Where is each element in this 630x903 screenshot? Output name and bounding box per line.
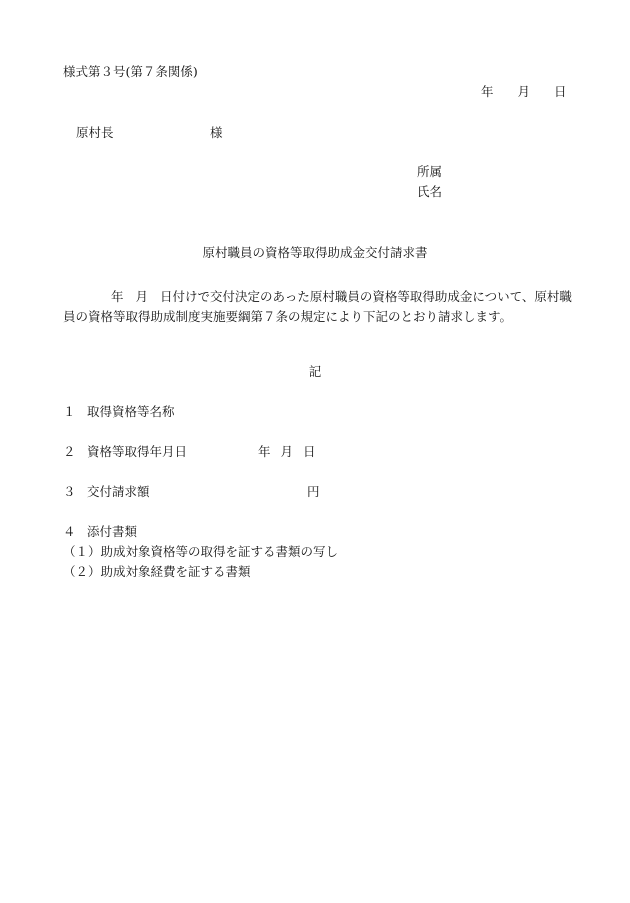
- document-title: 原村職員の資格等取得助成金交付請求書: [202, 245, 428, 260]
- item-2-label: 資格等取得年月日: [87, 444, 188, 459]
- affiliation-label: 所属: [417, 164, 443, 179]
- item-2-number: ２: [63, 444, 76, 459]
- body-line-1: [63, 287, 573, 307]
- attachment-1: （１）助成対象資格等の取得を証する書類の写し: [63, 544, 339, 559]
- body-month: 月: [135, 289, 149, 304]
- attachment-2: （２）助成対象経費を証する書類: [63, 564, 251, 579]
- item-3-number: ３: [63, 484, 76, 499]
- body-paragraph: [63, 287, 573, 327]
- name-label: 氏名: [417, 184, 443, 199]
- body-year: 年: [111, 289, 124, 304]
- item-2: [63, 444, 316, 459]
- date-line: [481, 86, 567, 99]
- item-4: [63, 526, 137, 539]
- item-3-label: 交付請求額: [87, 484, 150, 499]
- form-number: 様式第３号(第７条関係): [63, 64, 198, 79]
- addressee: [76, 125, 223, 140]
- item-1-number: １: [63, 404, 76, 419]
- item-3: [63, 484, 320, 499]
- body-line-2: 員の資格等取得助成制度実施要綱第７条の規定により下記のとおり請求します。: [63, 309, 513, 324]
- item-1: [63, 406, 175, 419]
- addressee-honorific: 様: [210, 125, 223, 140]
- date-month-label: 月: [517, 84, 531, 99]
- date-day-label: 日: [554, 84, 567, 99]
- item-2-date: [258, 446, 316, 459]
- item-1-label: 取得資格等名称: [87, 404, 175, 419]
- date-year-label: 年: [481, 84, 494, 99]
- item-4-label: 添付書類: [87, 524, 138, 539]
- addressee-name: 原村長: [76, 125, 114, 140]
- item-3-unit: 円: [307, 484, 320, 499]
- item-2-year: 年: [258, 444, 271, 459]
- ki-heading: 記: [308, 364, 322, 379]
- item-2-month: 月: [280, 444, 294, 459]
- body-line-1-rest: 日付けで交付決定のあった原村職員の資格等取得助成金について、原村職: [160, 289, 572, 304]
- item-2-day: 日: [303, 444, 316, 459]
- item-4-number: ４: [63, 524, 76, 539]
